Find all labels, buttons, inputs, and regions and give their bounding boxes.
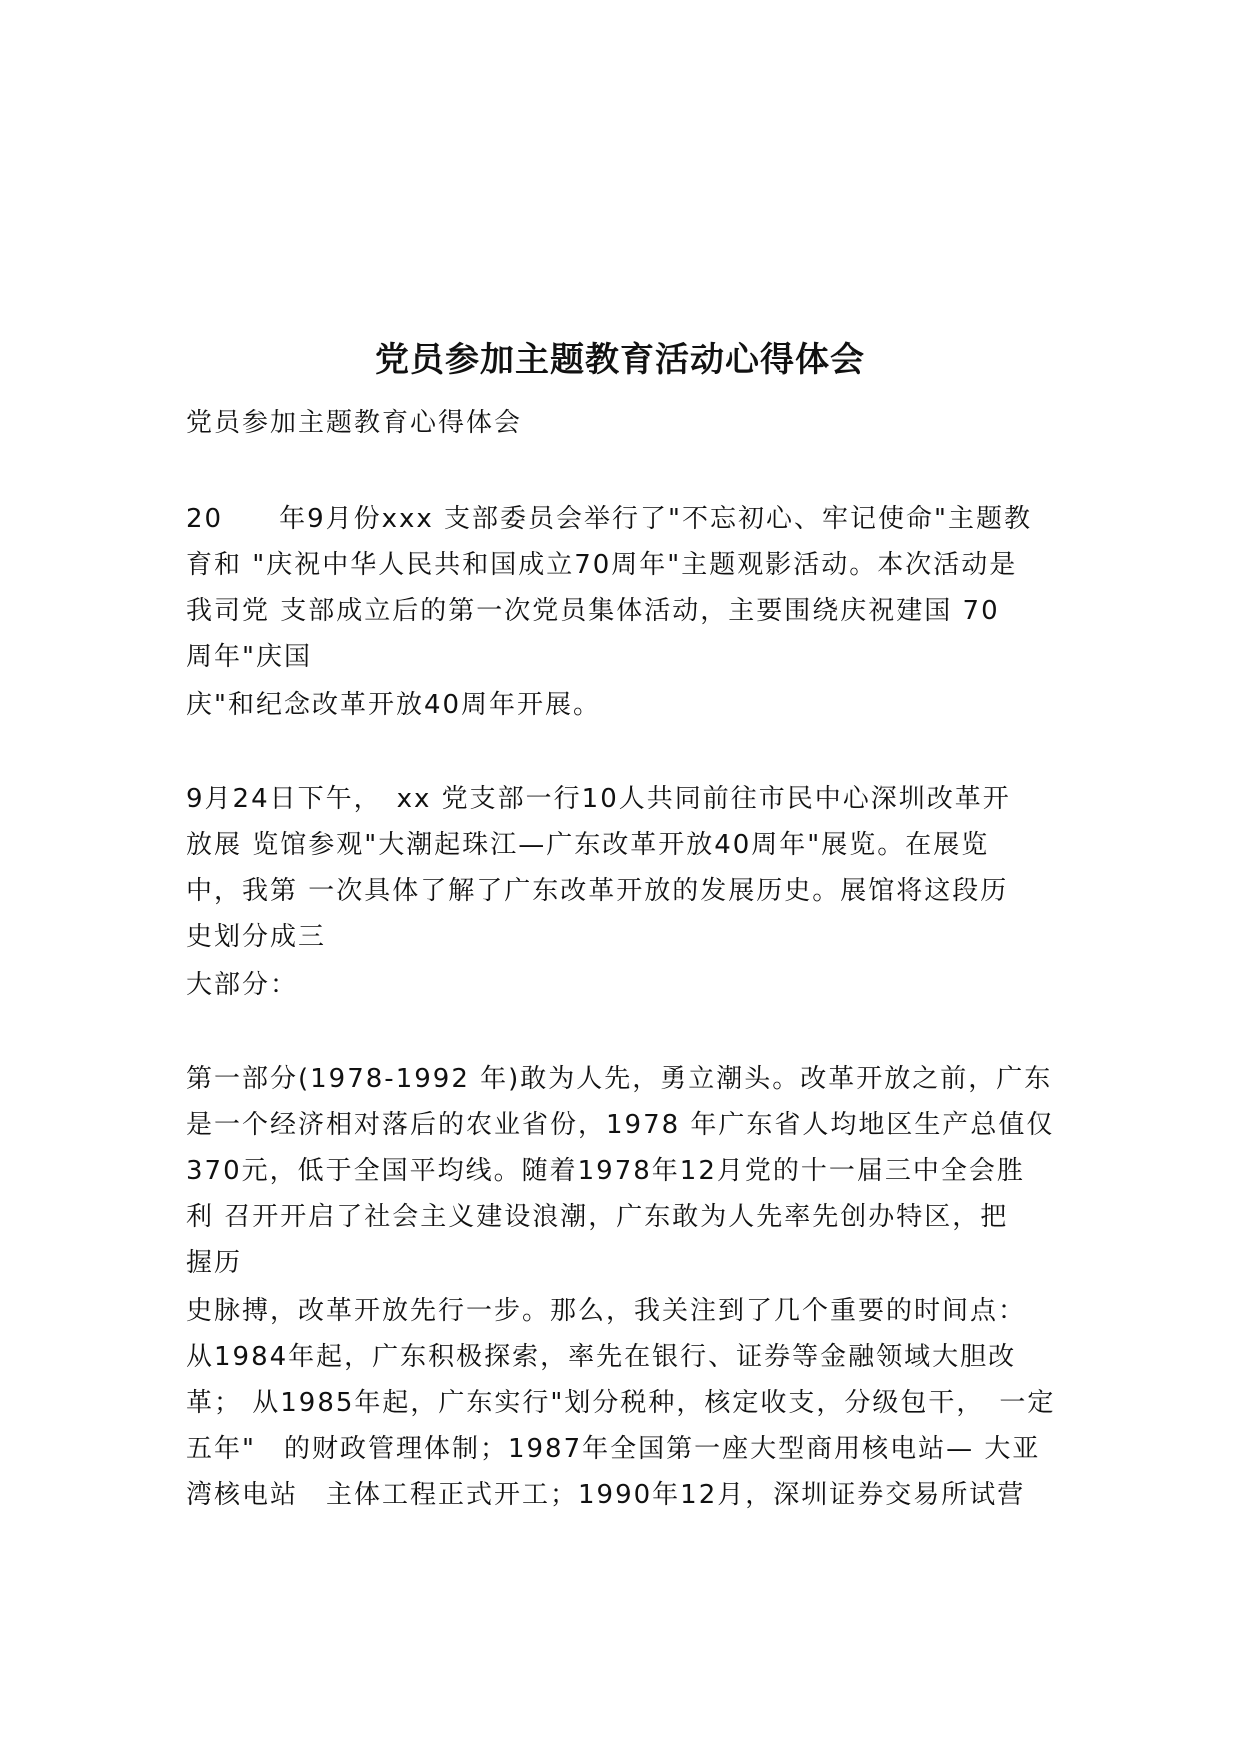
paragraph-line: 370元，低于全国平均线。随着1978年12月党的十一届三中全会胜: [186, 1156, 1025, 1186]
paragraph-5: [186, 1056, 1066, 1286]
paragraph-line: 第一部分(1978-1992 年)敢为人先，勇立潮头。改革开放之前，广东: [186, 1064, 1053, 1094]
paragraph-line: 放展 览馆参观"大潮起珠江—广东改革开放40周年"展览。在展览: [186, 830, 990, 860]
paragraph-3: [186, 776, 1066, 960]
paragraph-line: 是一个经济相对落后的农业省份，1978 年广东省人均地区生产总值仅: [186, 1110, 1055, 1140]
paragraph-line: 我司党 支部成立后的第一次党员集体活动，主要围绕庆祝建国 70: [186, 596, 1000, 626]
paragraph-1: [186, 496, 1066, 680]
paragraph-line: 9月24日下午， xx 党支部一行10人共同前往市民中心深圳改革开: [186, 784, 1011, 814]
paragraph-line: 大部分：: [186, 970, 299, 1000]
document-subtitle-block: [186, 400, 1066, 446]
paragraph-line: 利 召开开启了社会主义建设浪潮，广东敢为人先率先创办特区，把: [186, 1202, 1009, 1232]
paragraph-line: 从1984年起，广东积极探索，率先在银行、证券等金融领域大胆改: [186, 1342, 1017, 1372]
paragraph-line: 五年" 的财政管理体制；1987年全国第一座大型商用核电站— 大亚: [186, 1434, 1041, 1464]
paragraph-line: 中，我第 一次具体了解了广东改革开放的发展历史。展馆将这段历: [186, 876, 1009, 906]
paragraph-line: 20 年9月份xxx 支部委员会举行了"不忘初心、牢记使命"主题教: [186, 504, 1032, 534]
paragraph-4: [186, 962, 1066, 1008]
paragraph-2: [186, 682, 1066, 728]
paragraph-line: 史脉搏，改革开放先行一步。那么，我关注到了几个重要的时间点：: [186, 1296, 1027, 1326]
paragraph-line: 革； 从1985年起，广东实行"划分税种，核定收支，分级包干， 一定: [186, 1388, 1056, 1418]
paragraph-line: 庆"和纪念改革开放40周年开展。: [186, 690, 602, 720]
document-title: 党员参加主题教育活动心得体会: [375, 340, 865, 380]
paragraph-6: [186, 1288, 1066, 1518]
paragraph-line: 湾核电站 主体工程正式开工；1990年12月，深圳证券交易所试营: [186, 1480, 1026, 1510]
paragraph-line: 周年"庆国: [186, 642, 312, 672]
paragraph-line: 史划分成三: [186, 922, 327, 952]
document-subtitle: 党员参加主题教育心得体会: [186, 408, 523, 438]
paragraph-line: 握历: [186, 1248, 243, 1278]
paragraph-line: 育和 "庆祝中华人民共和国成立70周年"主题观影活动。本次活动是: [186, 550, 1018, 580]
